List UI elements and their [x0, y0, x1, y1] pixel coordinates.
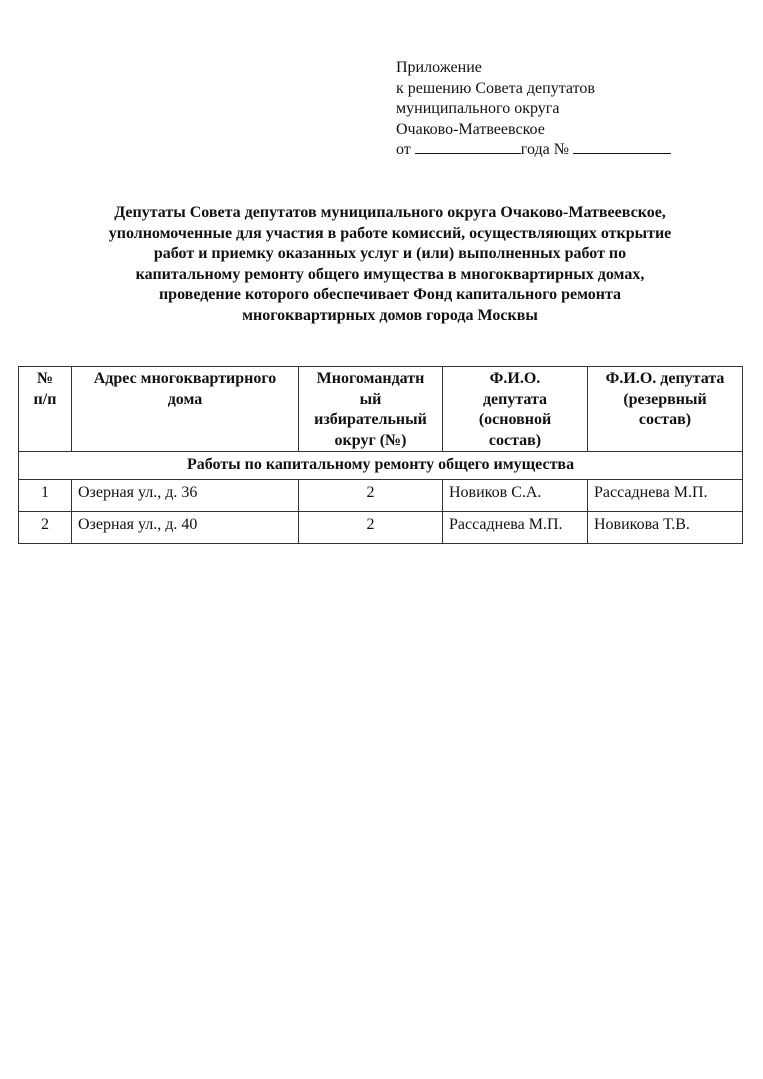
- annex-line: к решению Совета депутатов: [396, 79, 595, 97]
- header-line: округ (№): [334, 431, 407, 449]
- header-reserve-deputy: [588, 367, 743, 452]
- annex-date-line: [396, 140, 671, 161]
- header-line: (резервный: [623, 390, 707, 408]
- title-line: проведение которого обеспечивает Фонд капитального ремонта: [158, 286, 622, 304]
- header-line: п/п: [33, 390, 57, 408]
- document-title: [40, 203, 740, 327]
- deputies-table: [18, 366, 743, 544]
- cell-reserve-deputy: Новикова Т.В.: [588, 512, 743, 544]
- title-line: уполномоченные для участия в работе комиссий, осуществляющих открытие: [108, 224, 672, 242]
- table-row: [19, 480, 743, 512]
- cell-reserve-deputy: Рассаднева М.П.: [588, 480, 743, 512]
- header-line: Ф.И.О. депутата: [605, 370, 725, 387]
- annex-line: муниципального округа: [396, 100, 560, 117]
- header-line: состав): [638, 411, 692, 428]
- date-blank: [415, 140, 521, 154]
- cell-district: 2: [299, 512, 443, 544]
- header-address: [72, 367, 299, 452]
- title-line: многоквартирных домов города Москвы: [242, 306, 538, 324]
- section-title: Работы по капитальному ремонту общего имущества: [19, 452, 743, 480]
- cell-address: Озерная ул., д. 40: [72, 512, 299, 544]
- annex-block: [396, 58, 671, 161]
- header-line: дома: [167, 390, 203, 408]
- header-line: (основной: [478, 411, 552, 428]
- header-district: [299, 367, 443, 452]
- header-line: ый: [359, 390, 382, 408]
- header-line: Ф.И.О.: [489, 370, 541, 387]
- title-line: капитальному ремонту общего имущества в многоквартирных домах,: [135, 265, 645, 283]
- number-blank: [573, 140, 671, 154]
- cell-num: 1: [19, 480, 72, 512]
- header-line: Адрес многоквартирного: [93, 370, 277, 387]
- cell-main-deputy: Рассаднева М.П.: [443, 512, 588, 544]
- table-row: [19, 512, 743, 544]
- header-line: Многомандатн: [316, 370, 425, 387]
- header-line: №: [36, 370, 54, 387]
- header-line: избирательный: [314, 411, 427, 428]
- title-line: работ и приемку оказанных услуг и (или) выполненных работ по: [153, 245, 627, 263]
- cell-main-deputy: Новиков С.А.: [443, 480, 588, 512]
- annex-line: Очаково-Матвеевское: [396, 120, 545, 138]
- year-number-label: года №: [520, 141, 569, 158]
- header-num: [19, 367, 72, 452]
- title-line: Депутаты Совета депутатов муниципального округа Очаково-Матвеевское,: [114, 204, 666, 221]
- cell-district: 2: [299, 480, 443, 512]
- section-row: [19, 452, 743, 480]
- header-line: состав): [488, 431, 542, 449]
- annex-line: Приложение: [396, 59, 482, 76]
- header-main-deputy: [443, 367, 588, 452]
- cell-address: Озерная ул., д. 36: [72, 480, 299, 512]
- cell-num: 2: [19, 512, 72, 544]
- table-header-row: [19, 367, 743, 452]
- date-prefix: от: [396, 141, 411, 158]
- header-line: депутата: [482, 390, 548, 408]
